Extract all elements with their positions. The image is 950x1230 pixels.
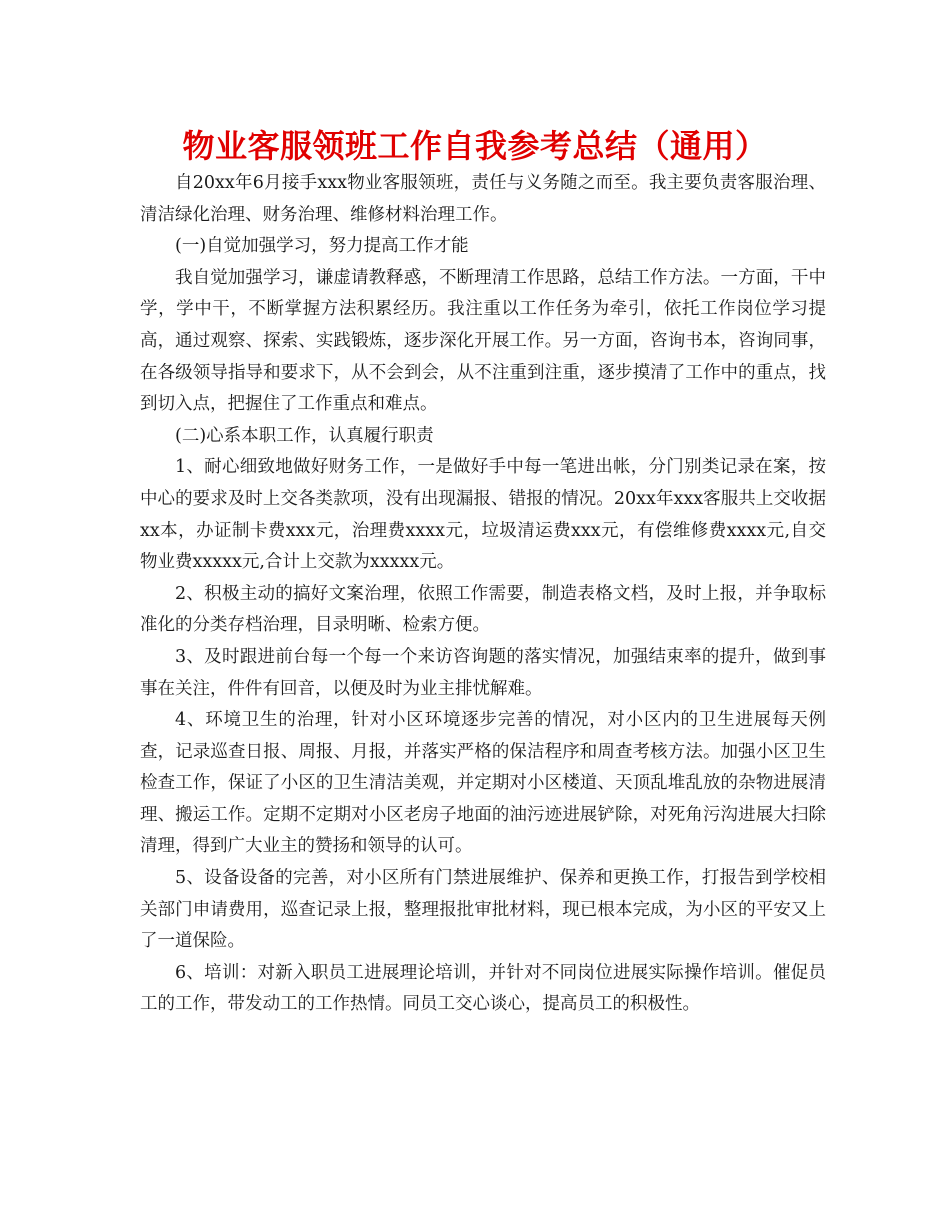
paragraph-intro: 自20xx年6月接手xxx物业客服领班，责任与义务随之而至。我主要负责客服治理、清洁绿化治理、财务治理、维修材料治理工作。 bbox=[140, 173, 826, 225]
document-body bbox=[140, 168, 826, 1021]
paragraph-item-5-equipment: 5、设备设备的完善，对小区所有门禁进展维护、保养和更换工作，打报告到学校相关部门申请费用，巡查记录上报，整理报批审批材料，现已根本完成，为小区的平安又上了一道保险。 bbox=[140, 868, 826, 952]
document-title: 物业客服领班工作自我参考总结（通用） bbox=[182, 127, 768, 165]
paragraph-item-4-sanitation: 4、环境卫生的治理，针对小区环境逐步完善的情况，对小区内的卫生进展每天例查，记录巡查日报、周报、月报，并落实严格的保洁程序和周查考核方法。加强小区卫生检查工作，保证了小区的卫生清洁美观，并定期对小区楼道、天顶乱堆乱放的杂物进展清理、搬运工作。定期不定期对小区老房子地面的油污迹进展铲除，对死角污沟进展大扫除清理，得到广大业主的赞扬和领导的认可。 bbox=[140, 710, 826, 857]
paragraph-item-6-training: 6、培训：对新入职员工进展理论培训，并针对不同岗位进展实际操作培训。催促员工的工作，带发动工的工作热情。同员工交心谈心，提高员工的积极性。 bbox=[140, 962, 826, 1015]
section-heading-1: (一)自觉加强学习，努力提高工作才能 bbox=[175, 236, 469, 257]
paragraph-item-1-finance: 1、耐心细致地做好财务工作，一是做好手中每一笔进出帐，分门别类记录在案，按中心的要求及时上交各类款项，没有出现漏报、错报的情况。20xx年xxx客服共上交收据xx本，办证制卡费xxx元，治理费xxxx元，垃圾清运费xxx元，有偿维修费xxxx元,自交物业费xxxxx元,合计上交款为xxxxx元。 bbox=[140, 457, 826, 573]
paragraph-item-2-documents: 2、积极主动的搞好文案治理，依照工作需要，制造表格文档，及时上报，并争取标准化的分类存档治理，目录明晰、检索方便。 bbox=[140, 583, 826, 636]
paragraph-item-3-front-desk: 3、及时跟进前台每一个每一个来访咨询题的落实情况，加强结束率的提升，做到事事在关注，件件有回音，以便及时为业主排忧解难。 bbox=[140, 646, 826, 699]
paragraph-study: 我自觉加强学习，谦虚请教释惑，不断理清工作思路，总结工作方法。一方面，干中学，学中干，不断掌握方法积累经历。我注重以工作任务为牵引，依托工作岗位学习提高，通过观察、探索、实践锻炼，逐步深化开展工作。另一方面，咨询书本，咨询同事，在各级领导指导和要求下，从不会到会，从不注重到注重，逐步摸清了工作中的重点，找到切入点，把握住了工作重点和难点。 bbox=[140, 267, 826, 415]
section-heading-2: (二)心系本职工作，认真履行职责 bbox=[175, 425, 434, 446]
